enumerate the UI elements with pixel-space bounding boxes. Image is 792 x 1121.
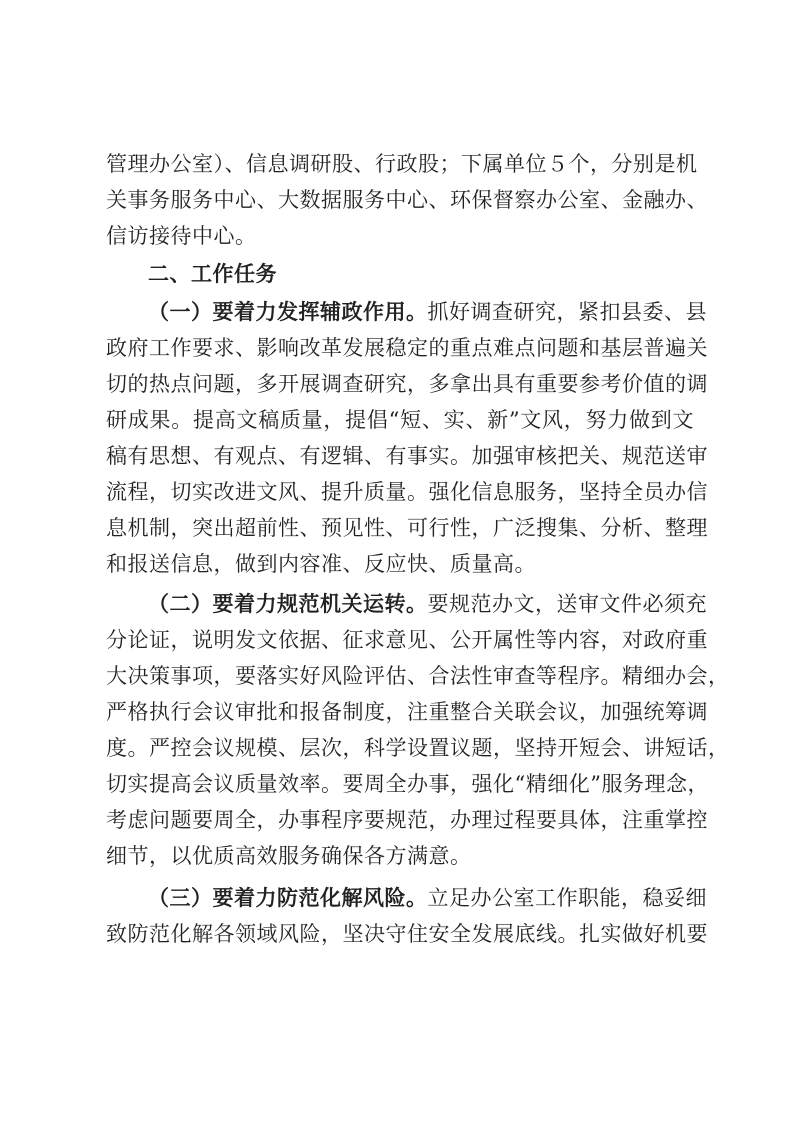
text-line: 关事务服务中心、大数据服务中心、环保督察办公室、金融办、 [106, 188, 708, 212]
text-line: 稿有思想、有观点、有逻辑、有事实。加强审核把关、规范送审 [106, 444, 708, 468]
text-line: 细节，以优质高效服务确保各方满意。 [106, 844, 472, 868]
text-line: 致防范化解各领域风险，坚决守住安全发展底线。扎实做好机要 [106, 922, 708, 946]
text-line: 考虑问题要周全，办事程序要规范，办理过程要具体，注重掌控 [106, 808, 708, 832]
paragraph-first-line [148, 880, 707, 916]
paragraph-first-line [148, 294, 707, 330]
paragraph-first-line [148, 586, 707, 622]
text-line: 管理办公室）、信息调研股、行政股；下属单位５个，分别是机 [106, 152, 698, 176]
text-line: 大决策事项，要落实好风险评估、合法性审查等程序。精细办会， [106, 664, 730, 688]
paragraph-text: 立足办公室工作职能，稳妥细 [427, 886, 707, 910]
text-line: 度。严控会议规模、层次，科学设置议题，坚持开短会、讲短话， [106, 736, 730, 760]
paragraph-lead: （二）要着力规范机关运转。 [148, 591, 428, 616]
text-line: 和报送信息，做到内容准、反应快、质量高。 [106, 552, 536, 576]
paragraph-lead: （三）要着力防范化解风险。 [148, 885, 428, 910]
paragraph-text: 抓好调查研究，紧扣县委、县 [427, 300, 707, 324]
text-line: 政府工作要求、影响改革发展稳定的重点难点问题和基层普遍关 [106, 336, 708, 360]
section-heading: 二、工作任务 [148, 262, 277, 286]
text-line: 切实提高会议质量效率。要周全办事，强化“精细化”服务理念， [106, 772, 709, 796]
text-line: 信访接待中心。 [106, 224, 257, 248]
text-line: 分论证，说明发文依据、征求意见、公开属性等内容，对政府重 [106, 628, 708, 652]
text-line: 研成果。提高文稿质量，提倡“短、实、新”文风，努力做到文 [106, 408, 694, 432]
paragraph-lead: （一）要着力发挥辅政作用。 [148, 299, 428, 324]
text-line: 切的热点问题，多开展调查研究，多拿出具有重要参考价值的调 [106, 372, 708, 396]
text-line: 严格执行会议审批和报备制度，注重整合关联会议，加强统筹调 [106, 700, 708, 724]
text-line: 息机制，突出超前性、预见性、可行性，广泛搜集、分析、整理 [106, 516, 708, 540]
paragraph-text: 要规范办文，送审文件必须充 [427, 592, 707, 616]
text-line: 流程，切实改进文风、提升质量。强化信息服务，坚持全员办信 [106, 480, 708, 504]
